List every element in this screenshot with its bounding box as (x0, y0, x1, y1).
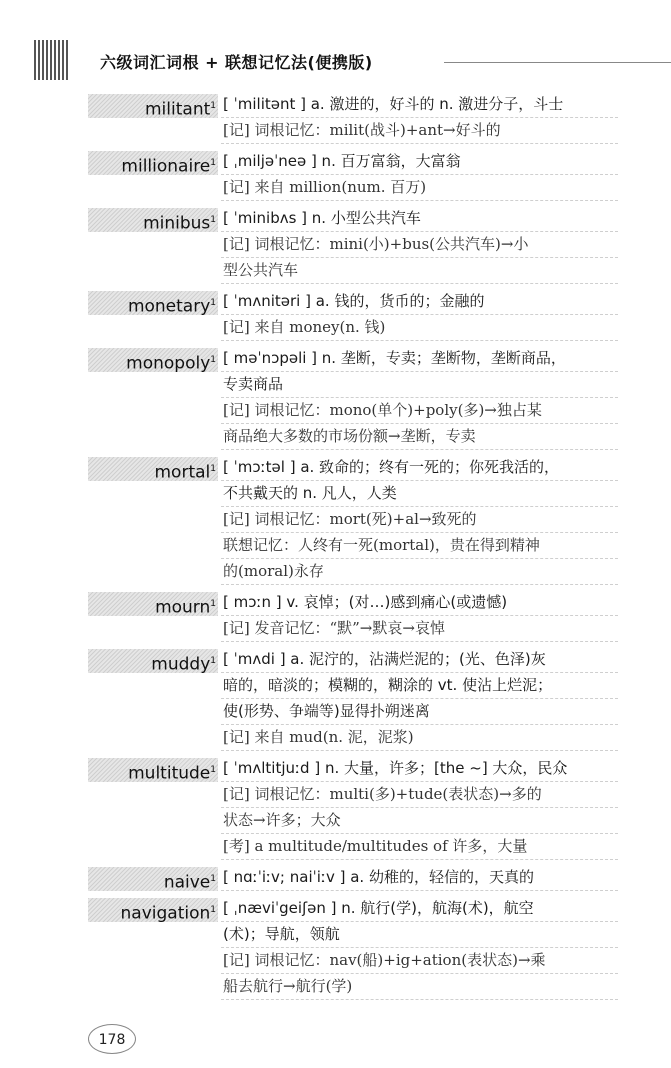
headword-highlight (88, 457, 218, 481)
entry-navigation (88, 896, 618, 1000)
definition-line: 使(形势、争端等)显得扑朔迷离 (221, 699, 618, 725)
headword-text: multitude (128, 763, 211, 784)
memory-note-line: [记] 词根记忆：multi(多)+tude(表状态)→多的 (221, 782, 618, 808)
header-rule (444, 62, 671, 63)
memory-note-line: [记] 词根记忆：mort(死)+al→致死的 (221, 507, 618, 533)
definition-line: [ nɑːˈiːv; naiˈiːv ] a. 幼稚的，轻信的，天真的 (221, 865, 618, 891)
page-number: 178 (88, 1024, 136, 1054)
entry-muddy (88, 647, 618, 751)
headword-superscript: 1 (210, 215, 216, 225)
headword-text: mortal (154, 462, 211, 483)
headword-highlight (88, 898, 218, 922)
memory-note-line: 船去航行→航行(学) (221, 974, 618, 1000)
memory-note-line: 商品绝大多数的市场份额→垄断，专卖 (221, 424, 618, 450)
headword-highlight (88, 348, 218, 372)
memory-note-line: [记] 来自 million(num. 百万) (221, 175, 618, 201)
headword (121, 898, 218, 926)
definition-line: [ ˌnæviˈgeiʃən ] n. 航行(学)，航海(术)，航空 (221, 896, 618, 922)
definition-line: (术)；导航，领航 (221, 922, 618, 948)
entry-multitude (88, 756, 618, 860)
memory-note-line: [记] 发音记忆：“默”→默哀→哀悼 (221, 616, 618, 642)
entry-monopoly (88, 346, 618, 450)
headword (155, 457, 219, 485)
definition-line: [ ˈmilitənt ] a. 激进的，好斗的 n. 激进分子，斗士 (221, 92, 618, 118)
headword (126, 348, 218, 376)
headword-superscript: 1 (210, 355, 216, 365)
running-header (34, 40, 671, 80)
definition-line: [ ˈminibʌs ] n. 小型公共汽车 (221, 206, 618, 232)
headword-highlight (88, 867, 218, 891)
memory-note-line: [记] 词根记忆：milit(战斗)+ant→好斗的 (221, 118, 618, 144)
headword-highlight (88, 151, 218, 175)
headword-highlight (88, 592, 218, 616)
entry-monetary (88, 289, 618, 341)
headword-superscript: 1 (210, 656, 216, 666)
definition-line: 专卖商品 (221, 372, 618, 398)
headword-highlight (88, 94, 218, 118)
definition-line: [ ˈmʌnitəri ] a. 钱的，货币的；金融的 (221, 289, 618, 315)
entry-naive (88, 865, 618, 891)
headword-superscript: 1 (210, 298, 216, 308)
definition-line: [ ˈmʌltitjuːd ] n. 大量，许多；[the ~] 大众，民众 (221, 756, 618, 782)
headword-text: naive (163, 872, 211, 893)
headword-highlight (88, 758, 218, 782)
headword-text: militant (145, 99, 211, 120)
headword (143, 208, 218, 236)
headword-text: monetary (127, 296, 211, 317)
headword (155, 592, 218, 620)
headword-highlight (88, 291, 218, 315)
memory-note-line: [考] a multitude/multitudes of 许多，大量 (221, 834, 618, 860)
word-entries (88, 92, 618, 1005)
headword-text: minibus (143, 213, 211, 234)
headword-superscript: 1 (210, 905, 216, 915)
entry-minibus (88, 206, 618, 284)
memory-note-line: 型公共汽车 (221, 258, 618, 284)
headword (128, 758, 218, 786)
headword-superscript: 1 (210, 158, 216, 168)
definition-line: [ ˈmʌdi ] a. 泥泞的，沾满烂泥的；(光、色泽)灰 (221, 647, 618, 673)
headword-text: mourn (155, 597, 211, 618)
headword-highlight (88, 208, 218, 232)
definition-line: [ ˈmɔːtəl ] a. 致命的；终有一死的；你死我活的， (221, 455, 618, 481)
memory-note-line: 的(moral)永存 (221, 559, 618, 585)
headword-text: monopoly (126, 353, 211, 374)
headword (151, 649, 218, 677)
definition-line: [ mɔːn ] v. 哀悼；(对…)感到痛心(或遗憾) (221, 590, 618, 616)
memory-note-line: 联想记忆：人终有一死(mortal)，贵在得到精神 (221, 533, 618, 559)
memory-note-line: [记] 来自 money(n. 钱) (221, 315, 618, 341)
headword-highlight (88, 649, 218, 673)
headword (121, 151, 218, 179)
headword-text: muddy (151, 654, 211, 675)
headword (164, 867, 218, 895)
entry-militant (88, 92, 618, 144)
header-decoration (34, 40, 68, 80)
definition-line: [ ˌmiljəˈneə ] n. 百万富翁，大富翁 (221, 149, 618, 175)
memory-note-line: [记] 词根记忆：nav(船)+ig+ation(表状态)→乘 (221, 948, 618, 974)
headword-superscript: 1 (210, 599, 216, 609)
headword-text: navigation (120, 903, 211, 924)
headword-superscript: 1 (210, 874, 216, 884)
entry-millionaire (88, 149, 618, 201)
book-title: 六级词汇词根 + 联想记忆法(便携版) (100, 53, 373, 72)
memory-note-line: [记] 来自 mud(n. 泥，泥浆) (221, 725, 618, 751)
entry-mourn (88, 590, 618, 642)
headword-superscript: 1 (210, 101, 216, 111)
headword (145, 94, 218, 122)
entry-mortal (88, 455, 618, 585)
headword-superscript: 1 (210, 464, 216, 474)
headword (128, 291, 218, 319)
definition-line: 不共戴天的 n. 凡人，人类 (221, 481, 618, 507)
headword-superscript: 1 (210, 765, 216, 775)
memory-note-line: [记] 词根记忆：mini(小)+bus(公共汽车)→小 (221, 232, 618, 258)
definition-line: 暗的，暗淡的；模糊的，糊涂的 vt. 使沾上烂泥； (221, 673, 618, 699)
definition-line: [ məˈnɔpəli ] n. 垄断，专卖；垄断物，垄断商品， (221, 346, 618, 372)
memory-note-line: [记] 词根记忆：mono(单个)+poly(多)→独占某 (221, 398, 618, 424)
headword-text: millionaire (121, 156, 211, 177)
memory-note-line: 状态→许多；大众 (221, 808, 618, 834)
